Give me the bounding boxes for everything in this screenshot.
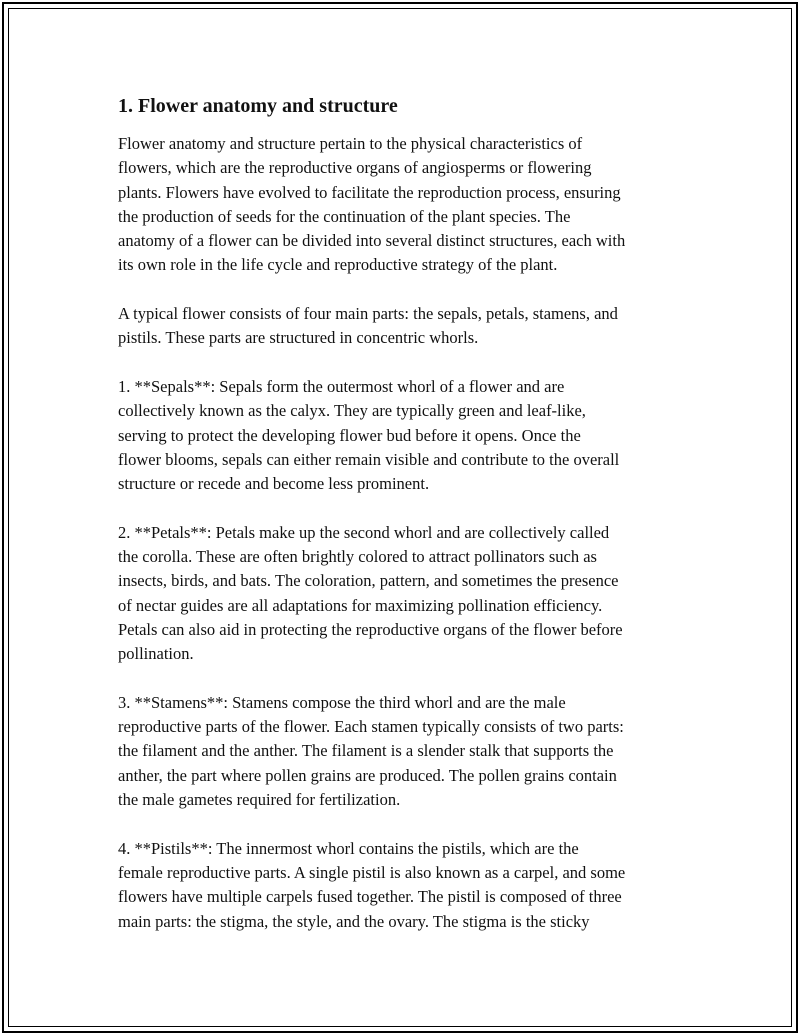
paragraph-petals: 2. **Petals**: Petals make up the second whorl and are collectively called the corolla. These are often brightly colored to attract pollinators such as insects, birds, and bats. The coloration, pattern, and sometimes the presence of nectar guides are all adaptations for maximizing pollination efficiency. Petals can also aid in protecting the reproductive organs of the flower before pollination. — [118, 522, 623, 664]
paragraph-sepals: 1. **Sepals**: Sepals form the outermost whorl of a flower and are collectively known as the calyx. They are typically green and leaf-like, serving to protect the developing flower bud before it opens. Once the flower blooms, sepals can either remain visible and contribute to the overall structure or recede and become less prominent. — [118, 376, 620, 494]
section-title: 1. Flower anatomy and structure — [118, 95, 398, 117]
paragraph-pistils: 4. **Pistils**: The innermost whorl contains the pistils, which are the female reproductive parts. A single pistil is also known as a carpel, and some flowers have multiple carpels fused together. The pistil is composed of three main parts: the stigma, the style, and the ovary. The stigma is the sticky — [118, 838, 626, 931]
document-body — [118, 92, 690, 958]
paragraph-intro: Flower anatomy and structure pertain to the physical characteristics of flowers, which are the reproductive organs of angiosperms or flowering plants. Flowers have evolved to facilitate the reproduction process, ensuring the production of seeds for the continuation of the plant species. The anatomy of a flower can be divided into several distinct structures, each with its own role in the life cycle and reproductive strategy of the plant. — [118, 134, 626, 275]
paragraph-stamens: 3. **Stamens**: Stamens compose the third whorl and are the male reproductive parts of the flower. Each stamen typically consists of two parts: the filament and the anther. The filament is a slender stalk that supports the anther, the part where pollen grains are produced. The pollen grains contain the male gametes required for fertilization. — [118, 692, 624, 810]
paragraph-main-parts: A typical flower consists of four main parts: the sepals, petals, stamens, and pistils. These parts are structured in concentric whorls. — [118, 304, 618, 348]
